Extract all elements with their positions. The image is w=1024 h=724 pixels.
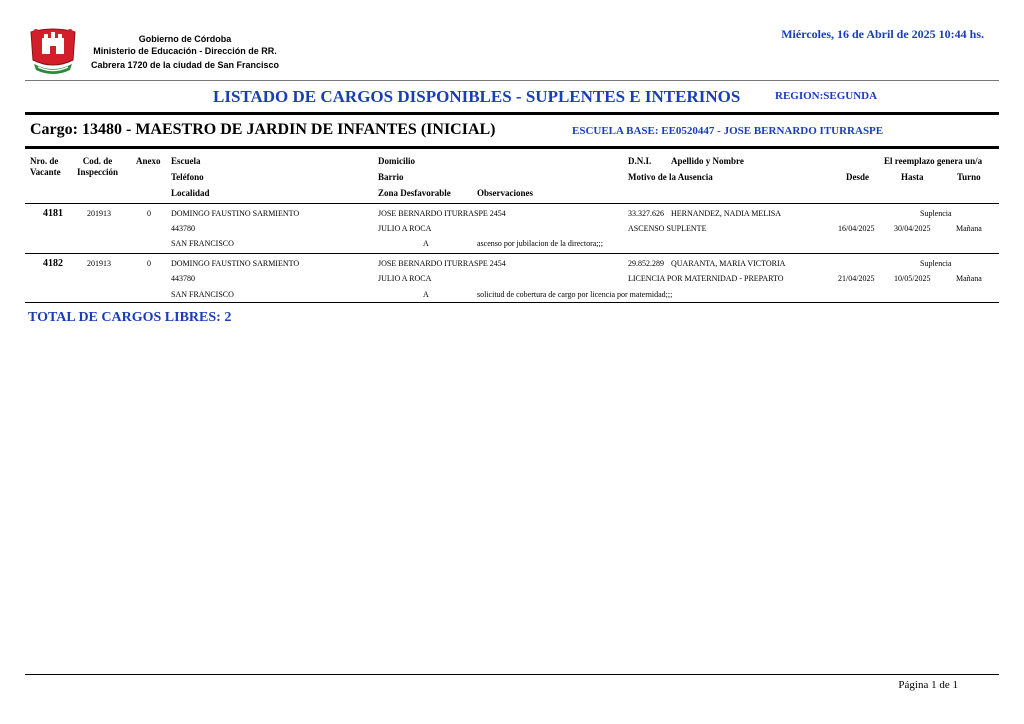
- divider: [25, 253, 999, 254]
- cargo-title: Cargo: 13480 - MAESTRO DE JARDIN DE INFANTES (INICIAL): [30, 121, 496, 138]
- turno: Mañana: [956, 224, 982, 233]
- col-reemplazo: El reemplazo genera un/a: [884, 156, 983, 166]
- col-motivo: Motivo de la Ausencia: [628, 172, 713, 182]
- col-telefono: Teléfono: [171, 172, 204, 182]
- observaciones: ascenso por jubilacion de la directora;;;: [477, 239, 603, 248]
- col-anexo: Anexo: [136, 156, 161, 166]
- dni: 33.327.626: [628, 209, 664, 218]
- telefono: 443780: [171, 274, 195, 283]
- zona-desfavorable: A: [423, 239, 429, 248]
- apellido-nombre: QUARANTA, MARIA VICTORIA: [671, 259, 786, 268]
- observaciones: solicitud de cobertura de cargo por licencia por maternidad;;;: [477, 290, 673, 299]
- col-dni: D.N.I.: [628, 156, 652, 166]
- organization-block: [80, 33, 290, 71]
- turno: Mañana: [956, 274, 982, 283]
- fecha-desde: 21/04/2025: [838, 274, 875, 283]
- col-barrio: Barrio: [378, 172, 404, 182]
- divider: [25, 80, 999, 81]
- cod-inspeccion: 201913: [87, 209, 111, 218]
- motivo-ausencia: LICENCIA POR MATERNIDAD - PREPARTO: [628, 274, 784, 283]
- col-hasta: Hasta: [901, 172, 924, 182]
- report-datetime: Miércoles, 16 de Abril de 2025 10:44 hs.: [781, 27, 984, 41]
- zona-desfavorable: A: [423, 290, 429, 299]
- col-nro-vacante: Nro. de Vacante: [30, 156, 61, 177]
- motivo-ausencia: ASCENSO SUPLENTE: [628, 224, 707, 233]
- org-name: Gobierno de Córdoba: [138, 34, 232, 44]
- col-zona: Zona Desfavorable: [378, 188, 451, 198]
- col-localidad: Localidad: [171, 188, 210, 198]
- domicilio: JOSE BERNARDO ITURRASPE 2454: [378, 209, 506, 218]
- localidad: SAN FRANCISCO: [171, 290, 234, 299]
- dni: 29.852.289: [628, 259, 664, 268]
- cod-inspeccion: 201913: [87, 259, 111, 268]
- divider: [25, 146, 999, 149]
- org-ministry: Ministerio de Educación - Dirección de RR.: [93, 46, 277, 56]
- reemplazo-tipo: Suplencia: [920, 259, 952, 268]
- domicilio: JOSE BERNARDO ITURRASPE 2454: [378, 259, 506, 268]
- region-label: REGION:SEGUNDA: [775, 90, 878, 102]
- barrio: JULIO A ROCA: [378, 274, 432, 283]
- escuela: DOMINGO FAUSTINO SARMIENTO: [171, 259, 300, 268]
- fecha-hasta: 10/05/2025: [894, 274, 931, 283]
- page-title: LISTADO DE CARGOS DISPONIBLES - SUPLENTES E INTERINOS: [213, 87, 741, 106]
- col-observaciones: Observaciones: [477, 188, 533, 198]
- total-cargos-libres: TOTAL DE CARGOS LIBRES: 2: [28, 310, 232, 325]
- telefono: 443780: [171, 224, 195, 233]
- anexo: 0: [147, 259, 151, 268]
- vacante-number: 4181: [43, 208, 63, 219]
- fecha-desde: 16/04/2025: [838, 224, 875, 233]
- col-turno: Turno: [957, 172, 981, 182]
- divider: [25, 302, 999, 303]
- col-domicilio: Domicilio: [378, 156, 415, 166]
- page-number: Página 1 de 1: [898, 679, 958, 691]
- divider: [25, 112, 999, 115]
- col-escuela: Escuela: [171, 156, 201, 166]
- fecha-hasta: 30/04/2025: [894, 224, 931, 233]
- footer-divider: [25, 674, 999, 675]
- barrio: JULIO A ROCA: [378, 224, 432, 233]
- anexo: 0: [147, 209, 151, 218]
- reemplazo-tipo: Suplencia: [920, 209, 952, 218]
- col-desde: Desde: [846, 172, 869, 182]
- col-cod-inspeccion: Cod. de Inspección: [77, 156, 119, 177]
- col-apellido-nombre: Apellido y Nombre: [671, 156, 744, 166]
- localidad: SAN FRANCISCO: [171, 239, 234, 248]
- apellido-nombre: HERNANDEZ, NADIA MELISA: [671, 209, 781, 218]
- divider: [25, 203, 999, 204]
- org-address: Cabrera 1720 de la ciudad de San Francisco: [90, 60, 280, 70]
- vacante-number: 4182: [43, 258, 63, 269]
- cordoba-coat-of-arms-icon: [28, 26, 78, 78]
- escuela-base-label: ESCUELA BASE: EE0520447 - JOSE BERNARDO ITURRASPE: [572, 125, 884, 137]
- escuela: DOMINGO FAUSTINO SARMIENTO: [171, 209, 300, 218]
